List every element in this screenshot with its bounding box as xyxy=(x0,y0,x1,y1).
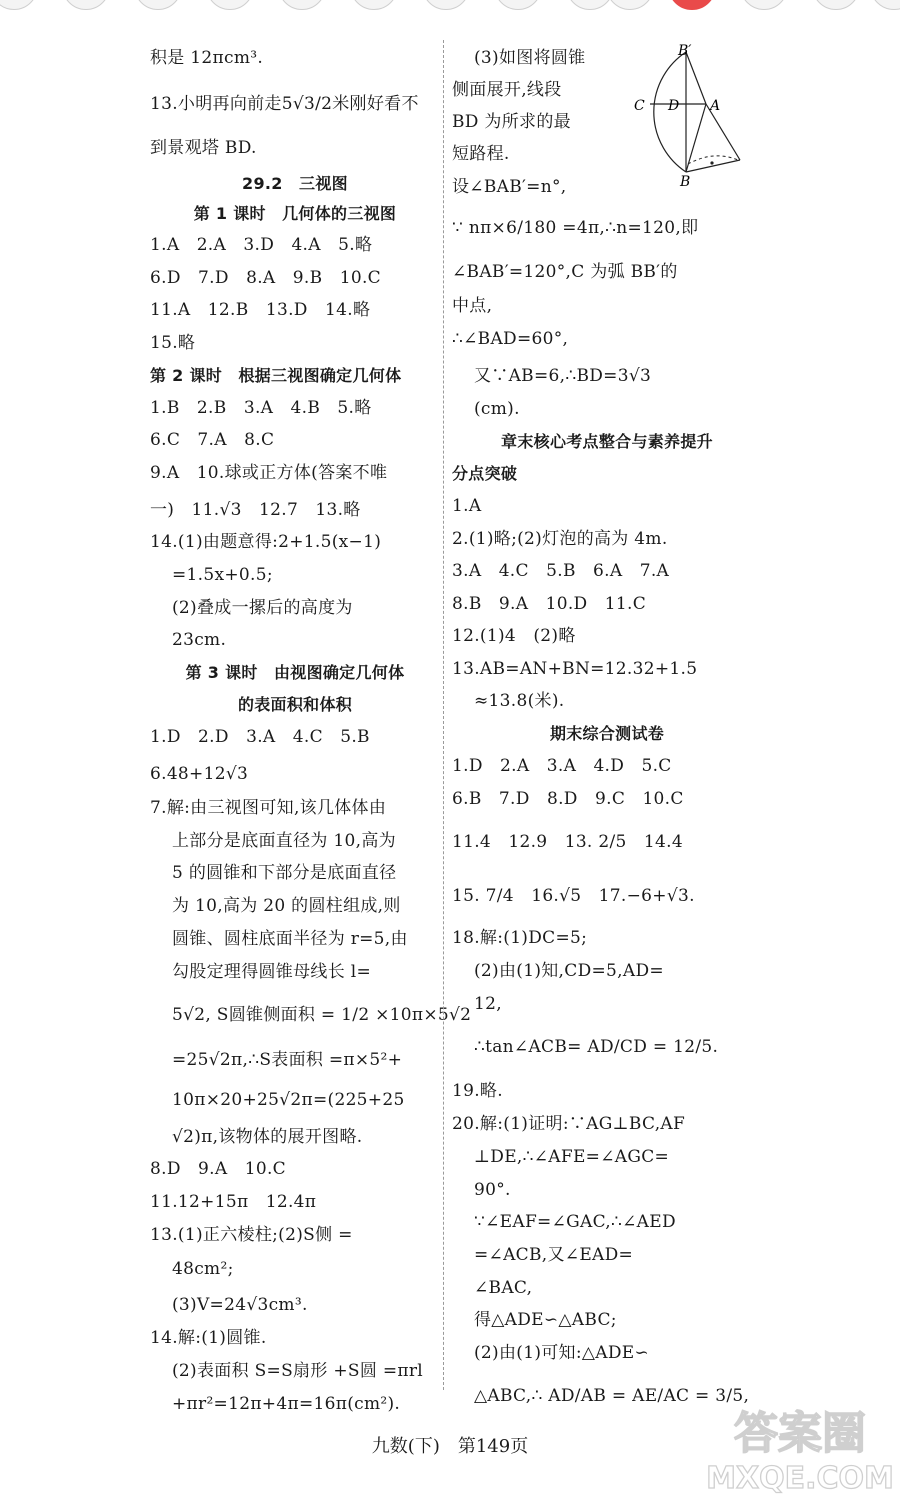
answer-line: 15. 7/4 16.√5 17.−6+√3. xyxy=(452,886,695,906)
top-circle xyxy=(566,0,614,10)
top-strip xyxy=(0,0,900,10)
page-footer: 九数(下) 第149页 xyxy=(371,1436,529,1457)
answer-line: 的表面积和体积 xyxy=(237,695,353,714)
answer-line: 23cm. xyxy=(172,630,227,650)
answer-line: 侧面展开,线段 xyxy=(452,80,562,100)
answer-line: 5√2, S圆锥侧面积 = 1/2 ×10π×5√2 xyxy=(172,1005,472,1025)
answer-line: 2.(1)略;(2)灯泡的高为 4m. xyxy=(452,529,668,549)
answer-line: 6.48+12√3 xyxy=(150,764,249,784)
answer-line: 18.解:(1)DC=5; xyxy=(452,928,588,948)
top-circle xyxy=(134,0,182,10)
top-circle xyxy=(740,0,788,10)
answer-line: 19.略. xyxy=(452,1081,503,1101)
answer-line: ∠BAC, xyxy=(474,1278,533,1298)
answer-line: ∴tan∠ACB= AD/CD = 12/5. xyxy=(474,1037,719,1057)
label-d: D xyxy=(668,98,680,114)
answer-line: 短路程. xyxy=(452,144,510,164)
answer-line: 设∠BAB′=n°, xyxy=(452,177,567,197)
answer-line: =1.5x+0.5; xyxy=(172,565,273,585)
answer-line: 第 2 课时 根据三视图确定几何体 xyxy=(150,366,402,385)
answer-line: 48cm²; xyxy=(172,1259,234,1279)
answer-line: (3)如图将圆锥 xyxy=(474,48,586,68)
answer-line: 7.解:由三视图可知,该几体体由 xyxy=(150,798,387,818)
answer-line: 得△ADE∽△ABC; xyxy=(474,1310,617,1330)
answer-line: 章末核心考点整合与素养提升 xyxy=(501,432,713,451)
answer-line: 12, xyxy=(474,994,502,1014)
answer-line: 1.D 2.A 3.A 4.D 5.C xyxy=(452,756,672,776)
answer-line: 1.A 2.A 3.D 4.A 5.略 xyxy=(150,235,373,255)
answer-line: ∵ nπ×6/180 =4π,∴n=120,即 xyxy=(452,218,699,238)
answer-line: (2)由(1)知,CD=5,AD= xyxy=(474,961,664,981)
cone-unfolding-figure xyxy=(628,44,752,188)
answer-line: 14.解:(1)圆锥. xyxy=(150,1328,267,1348)
answer-line: 上部分是底面直径为 10,高为 xyxy=(172,831,396,851)
answer-line: △ABC,∴ AD/AB = AE/AC = 3/5, xyxy=(474,1386,750,1406)
answer-line: 11.A 12.B 13.D 14.略 xyxy=(150,300,371,320)
label-b-prime: B′ xyxy=(678,44,692,59)
answer-line: =25√2π,∴S表面积 =π×5²+ xyxy=(172,1050,403,1070)
answer-line: (cm). xyxy=(474,399,520,419)
answer-line: 圆锥、圆柱底面半径为 r=5,由 xyxy=(172,929,408,949)
watermark-text: 答案圈 xyxy=(734,1408,866,1459)
top-circle xyxy=(0,0,38,10)
watermark-url: MXQE.COM xyxy=(706,1461,894,1496)
answer-line: 10π×20+25√2π=(225+25 xyxy=(172,1090,405,1110)
answer-line: =∠ACB,又∠EAD= xyxy=(474,1245,634,1265)
answer-line: +πr²=12π+4π=16π(cm²). xyxy=(172,1394,401,1414)
answer-line: ∠BAB′=120°,C 为弧 BB′的 xyxy=(452,262,678,282)
answer-line: BD 为所求的最 xyxy=(452,112,571,132)
answer-line: 6.B 7.D 8.D 9.C 10.C xyxy=(452,789,684,809)
top-circle xyxy=(422,0,470,10)
top-circle xyxy=(812,0,860,10)
answer-line: (3)V=24√3cm³. xyxy=(172,1295,308,1315)
answer-line: ∴∠BAD=60°, xyxy=(452,329,569,349)
answer-line: ∵∠EAF=∠GAC,∴∠AED xyxy=(474,1212,676,1232)
answer-line: 20.解:(1)证明:∵AG⊥BC,AF xyxy=(452,1114,686,1134)
answer-line: 11.4 12.9 13. 2/5 14.4 xyxy=(452,832,683,852)
answer-line: 中点, xyxy=(452,296,493,316)
top-circle xyxy=(606,0,654,10)
answer-line: 1.A xyxy=(452,496,482,516)
answer-line: 5 的圆锥和下部分是底面直径 xyxy=(172,863,397,883)
watermark-logo xyxy=(700,1400,900,1496)
answer-line: 9.A 10.球或正方体(答案不唯 xyxy=(150,463,388,483)
answer-line: √2)π,该物体的展开图略. xyxy=(172,1127,363,1147)
answer-line: 13.(1)正六棱柱;(2)S侧 = xyxy=(150,1225,353,1245)
answer-line: 13.AB=AN+BN=12.32+1.5 xyxy=(452,659,698,679)
answer-line: 12.(1)4 (2)略 xyxy=(452,626,576,646)
answer-line: 3.A 4.C 5.B 6.A 7.A xyxy=(452,561,670,581)
answer-line: 1.D 2.D 3.A 4.C 5.B xyxy=(150,727,370,747)
answer-line: 期末综合测试卷 xyxy=(549,724,665,743)
answer-line: (2)叠成一摞后的高度为 xyxy=(172,598,353,618)
top-circle xyxy=(494,0,542,10)
answer-line: (2)表面积 S=S扇形 +S圆 =πrl xyxy=(172,1361,423,1381)
answer-line: 13.小明再向前走5√3/2米刚好看不 xyxy=(150,94,419,114)
answer-line: 15.略 xyxy=(150,333,196,353)
answer-line: 1.B 2.B 3.A 4.B 5.略 xyxy=(150,398,372,418)
answer-line: 勾股定理得圆锥母线长 l= xyxy=(172,962,371,982)
answer-line: 又∵AB=6,∴BD=3√3 xyxy=(474,366,652,386)
answer-line: ≈13.8(米). xyxy=(474,691,565,711)
answer-line: 14.(1)由题意得:2+1.5(x−1) xyxy=(150,532,382,552)
label-c: C xyxy=(634,98,645,114)
top-circle-red xyxy=(668,0,716,10)
answer-line: ⊥DE,∴∠AFE=∠AGC= xyxy=(474,1147,670,1167)
label-b: B xyxy=(680,174,691,188)
answer-line: 第 3 课时 由视图确定几何体 xyxy=(185,663,405,682)
top-circle xyxy=(62,0,110,10)
answer-line: 第 1 课时 几何体的三视图 xyxy=(193,204,397,223)
answer-line: 到景观塔 BD. xyxy=(150,138,257,158)
answer-line: 11.12+15π 12.4π xyxy=(150,1192,317,1212)
answer-line: 为 10,高为 20 的圆柱组成,则 xyxy=(172,896,401,916)
answer-line: 29.2 三视图 xyxy=(242,174,348,193)
top-circle xyxy=(206,0,254,10)
answer-line: 8.B 9.A 10.D 11.C xyxy=(452,594,647,614)
answer-line: 一) 11.√3 12.7 13.略 xyxy=(150,500,361,520)
top-circle xyxy=(870,0,900,10)
answer-line: 90°. xyxy=(474,1180,511,1200)
column-divider xyxy=(443,40,444,1390)
answer-line: 8.D 9.A 10.C xyxy=(150,1159,286,1179)
label-a: A xyxy=(710,98,721,114)
answer-line: 分点突破 xyxy=(452,464,518,483)
answer-line: 积是 12πcm³. xyxy=(150,48,264,68)
answer-line: 6.D 7.D 8.A 9.B 10.C xyxy=(150,268,381,288)
answer-line: 6.C 7.A 8.C xyxy=(150,430,275,450)
top-circle xyxy=(350,0,398,10)
top-circle xyxy=(278,0,326,10)
answer-line: (2)由(1)可知:△ADE∽ xyxy=(474,1343,650,1363)
